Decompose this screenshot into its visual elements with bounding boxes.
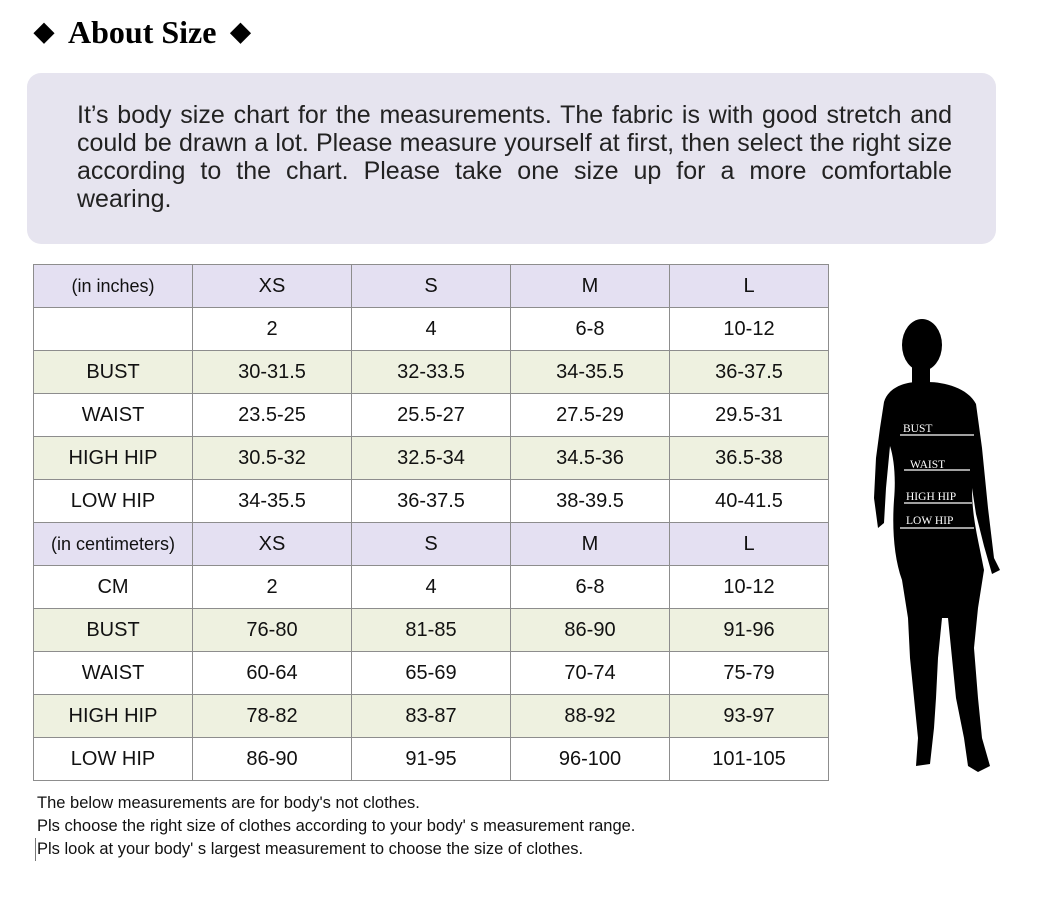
table-cell: 34-35.5: [193, 480, 352, 523]
size-header-l: L: [670, 523, 829, 566]
table-cell: 101-105: [670, 738, 829, 781]
row-label: LOW HIP: [34, 480, 193, 523]
table-cell: 65-69: [352, 652, 511, 695]
section-heading: [34, 10, 250, 54]
table-cell: 86-90: [193, 738, 352, 781]
table-row-numeric-size-cm: [34, 566, 829, 609]
table-cell: 86-90: [511, 609, 670, 652]
table-cell: 88-92: [511, 695, 670, 738]
row-label: WAIST: [34, 652, 193, 695]
table-cell: 34.5-36: [511, 437, 670, 480]
size-header-m: M: [511, 265, 670, 308]
table-cell: 76-80: [193, 609, 352, 652]
table-cell: 4: [352, 308, 511, 351]
table-cell: 93-97: [670, 695, 829, 738]
row-label: HIGH HIP: [34, 437, 193, 480]
measurement-notes: [37, 792, 833, 861]
table-cell: 32.5-34: [352, 437, 511, 480]
table-row-bust-cm: [34, 609, 829, 652]
table-row-low-hip-cm: [34, 738, 829, 781]
table-cell: 36-37.5: [352, 480, 511, 523]
table-row-waist-cm: [34, 652, 829, 695]
row-label: WAIST: [34, 394, 193, 437]
figure-label-waist: WAIST: [910, 459, 946, 471]
table-cell: 36-37.5: [670, 351, 829, 394]
size-header-xs: XS: [193, 523, 352, 566]
table-row-cm-header: [34, 523, 829, 566]
table-cell: 36.5-38: [670, 437, 829, 480]
table-cell: 25.5-27: [352, 394, 511, 437]
row-label: BUST: [34, 609, 193, 652]
table-row-high-hip-cm: [34, 695, 829, 738]
table-cell: 27.5-29: [511, 394, 670, 437]
note-line: Pls look at your body' s largest measurement to choose the size of clothes.: [35, 838, 833, 861]
table-row-low-hip-inches: [34, 480, 829, 523]
figure-label-high-hip: HIGH HIP: [906, 491, 957, 503]
row-label: BUST: [34, 351, 193, 394]
table-cell: 78-82: [193, 695, 352, 738]
table-row-inches-header: [34, 265, 829, 308]
table-cell: 75-79: [670, 652, 829, 695]
silhouette-shape: [874, 319, 1000, 772]
table-cell: 70-74: [511, 652, 670, 695]
table-cell: 96-100: [511, 738, 670, 781]
size-header-s: S: [352, 523, 511, 566]
table-cell: 60-64: [193, 652, 352, 695]
table-row-waist-inches: [34, 394, 829, 437]
silhouette-illustration: [870, 318, 1020, 778]
table-cell: 83-87: [352, 695, 511, 738]
row-label: HIGH HIP: [34, 695, 193, 738]
table-row-high-hip-inches: [34, 437, 829, 480]
unit-label-inches: (in inches): [34, 265, 193, 308]
table-cell: 23.5-25: [193, 394, 352, 437]
diamond-bullet-icon: ◆: [230, 17, 251, 46]
table-cell: 4: [352, 566, 511, 609]
table-row-numeric-size: [34, 308, 829, 351]
table-cell: 10-12: [670, 308, 829, 351]
table-cell: 6-8: [511, 566, 670, 609]
table-cell: 91-95: [352, 738, 511, 781]
row-label: CM: [34, 566, 193, 609]
size-chart-table: [33, 264, 829, 781]
size-header-l: L: [670, 265, 829, 308]
table-cell: 30-31.5: [193, 351, 352, 394]
figure-label-bust: BUST: [903, 423, 933, 435]
table-cell: 32-33.5: [352, 351, 511, 394]
table-cell: 30.5-32: [193, 437, 352, 480]
table-cell: 40-41.5: [670, 480, 829, 523]
row-label: [34, 308, 193, 351]
table-cell: 2: [193, 308, 352, 351]
table-row-bust-inches: [34, 351, 829, 394]
row-label: LOW HIP: [34, 738, 193, 781]
intro-text-box: It’s body size chart for the measurements. The fabric is with good stretch and could be drawn a lot. Please measure yourself at first, then select the right size according to the chart. Please take one size up for a more comfortable wearing.: [27, 73, 996, 244]
table-cell: 6-8: [511, 308, 670, 351]
table-cell: 81-85: [352, 609, 511, 652]
table-cell: 2: [193, 566, 352, 609]
note-line: Pls choose the right size of clothes according to your body' s measurement range.: [37, 817, 636, 835]
size-header-m: M: [511, 523, 670, 566]
table-cell: 91-96: [670, 609, 829, 652]
section-title: About Size: [68, 13, 217, 50]
size-header-xs: XS: [193, 265, 352, 308]
table-cell: 10-12: [670, 566, 829, 609]
unit-label-centimeters: (in centimeters): [34, 523, 193, 566]
table-cell: 29.5-31: [670, 394, 829, 437]
table-cell: 38-39.5: [511, 480, 670, 523]
body-silhouette-figure: [870, 318, 1020, 778]
note-line: The below measurements are for body's not clothes.: [37, 794, 420, 812]
figure-label-low-hip: LOW HIP: [906, 515, 954, 527]
table-cell: 34-35.5: [511, 351, 670, 394]
size-header-s: S: [352, 265, 511, 308]
diamond-bullet-icon: ◆: [34, 17, 54, 46]
